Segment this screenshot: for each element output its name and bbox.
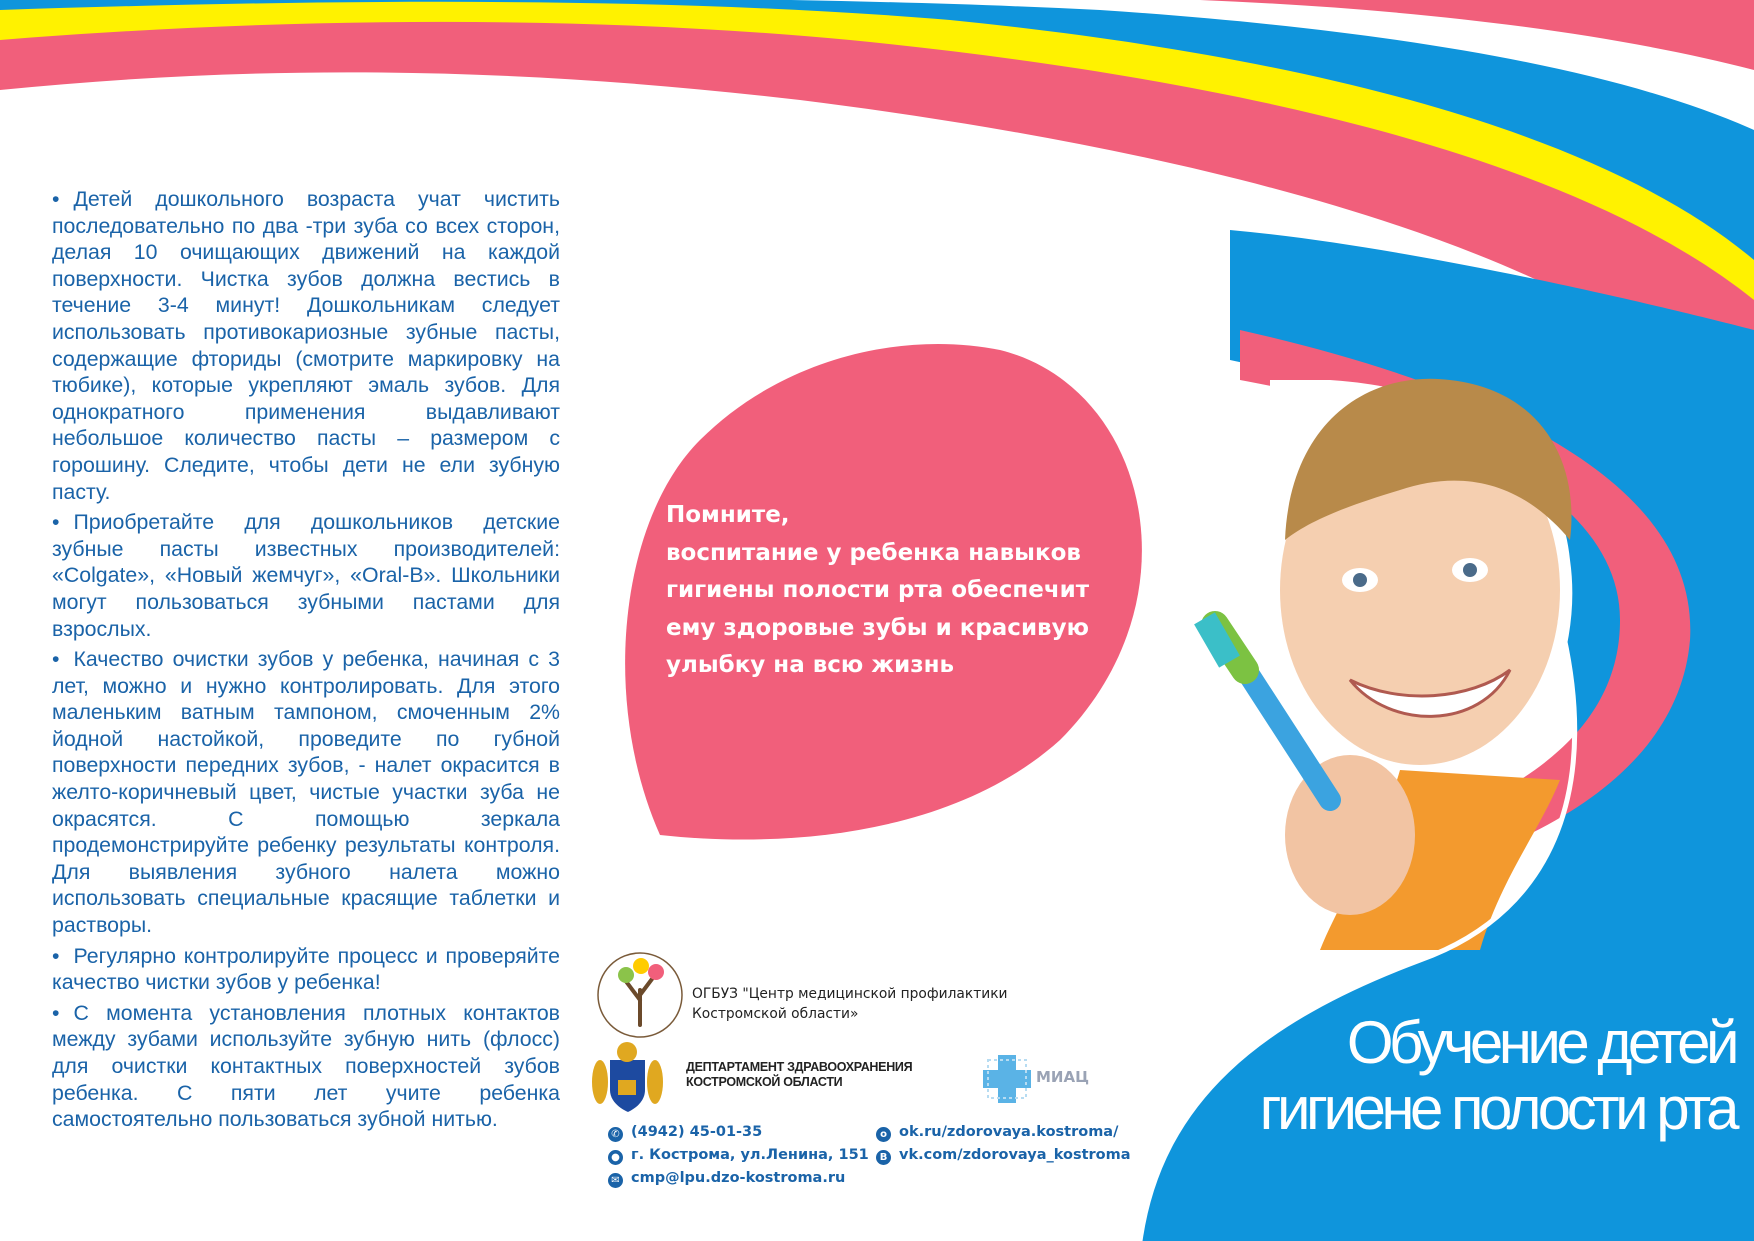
contact-address [608, 1147, 869, 1165]
callout-text [666, 497, 1116, 685]
callout-line: воспитание у ребенка навыков [666, 539, 1081, 566]
bullet: • [52, 510, 60, 535]
miac-label: МИАЦ [1036, 1068, 1090, 1086]
callout-line: Помните, [666, 502, 790, 528]
paragraph-text: С момента установления плотных контактов между зубами используйте зубную нить (флосс) для очистки контактных поверхностей зубов ребенка. С пяти лет учите ребенка самостоятельно пользоваться зубной нитью. [52, 1000, 560, 1132]
center-logo-tree [598, 953, 682, 1037]
title-line: Обучение детей [1346, 1009, 1735, 1076]
paragraph-1 [52, 186, 560, 505]
address-text: г. Кострома, ул.Ленина, 151 [631, 1147, 869, 1163]
email-text: cmp@lpu.dzo-kostroma.ru [631, 1170, 846, 1186]
dept-line-2: КОСТРОМСКОЙ ОБЛАСТИ [686, 1075, 843, 1089]
brochure-title [1135, 1010, 1735, 1142]
paragraph-3 [52, 646, 560, 939]
location-pin-icon: ● [608, 1150, 623, 1165]
organization-name [692, 984, 1008, 1024]
paragraph-text: Регулярно контролируйте процесс и проверяйте качество чистки зубов у ребенка! [52, 943, 560, 995]
coat-of-arms [592, 1042, 663, 1112]
contact-email [608, 1170, 845, 1188]
odnoklassniki-icon: o [876, 1127, 891, 1142]
envelope-icon: ✉ [608, 1173, 623, 1188]
paragraph-4 [52, 943, 560, 996]
paragraph-5 [52, 1000, 560, 1133]
phone-icon: ✆ [608, 1127, 623, 1142]
bullet: • [52, 187, 60, 211]
paragraph-2 [52, 509, 560, 642]
org-line-2: Костромской области» [692, 1006, 859, 1022]
ok-link[interactable]: ok.ru/zdorovaya.kostroma/ [899, 1124, 1119, 1140]
body-text [52, 186, 560, 1137]
org-line-1: ОГБУЗ "Центр медицинской профилактики [692, 986, 1008, 1002]
paragraph-text: Детей дошкольного возраста учат чистить последовательно по два -три зуба со всех сторон, делая 10 очищающих движений на каждой поверхности. Чистка зубов должна вестись в течение 3-4 минут! Дошкольникам следует использовать противокариозные зубные пасты, содержащие фториды (смотрите маркировку на тюбике), которые укрепляют эмаль зубов. Для однократного применения выдавливают небольшое количество пасты – размером с горошину. Следите, чтобы дети не ели зубную пасту. [52, 187, 560, 504]
bullet: • [52, 647, 60, 672]
vk-link[interactable]: vk.com/zdorovaya_kostroma [899, 1147, 1131, 1163]
callout-line: гигиены полости рта обеспечит [666, 577, 1090, 603]
department-name [686, 1060, 912, 1090]
paragraph-text: Приобретайте для дошкольников детские зубные пасты известных производителей: «Colgate», «Новый жемчуг», «Oral-B». Школьники могут пользоваться зубными пастами для взрослых. [52, 510, 560, 641]
dept-line-1: ДЕПТАРТАМЕНТ ЗДРАВООХРАНЕНИЯ [686, 1060, 913, 1074]
callout-line: улыбку на всю жизнь [666, 652, 955, 678]
child-photo [1194, 379, 1571, 950]
contact-phone [608, 1124, 762, 1142]
miac-logo [983, 1055, 1031, 1103]
vk-icon: B [876, 1150, 891, 1165]
contact-ok[interactable] [876, 1124, 1118, 1142]
callout-line: ему здоровые зубы и красивую [666, 614, 1089, 641]
contact-vk[interactable] [876, 1147, 1131, 1165]
bullet: • [52, 943, 60, 968]
phone-text: (4942) 45-01-35 [631, 1124, 763, 1140]
bullet: • [52, 1000, 60, 1025]
title-line: гигиене полости рта [1259, 1075, 1735, 1142]
paragraph-text: Качество очистки зубов у ребенка, начиная с 3 лет, можно и нужно контролировать. Для этого маленьким ватным тампоном, смоченным 2% йодной настойкой, проведите по губной поверхности передних зубов, - налет окрасится в желто-коричневый цвет, чистые участки зуба не окрасятся. С помощью зеркала продемонстрируйте ребенку результаты контроля. Для выявления зубного налета можно использовать специальные красящие таблетки и растворы. [52, 647, 560, 938]
